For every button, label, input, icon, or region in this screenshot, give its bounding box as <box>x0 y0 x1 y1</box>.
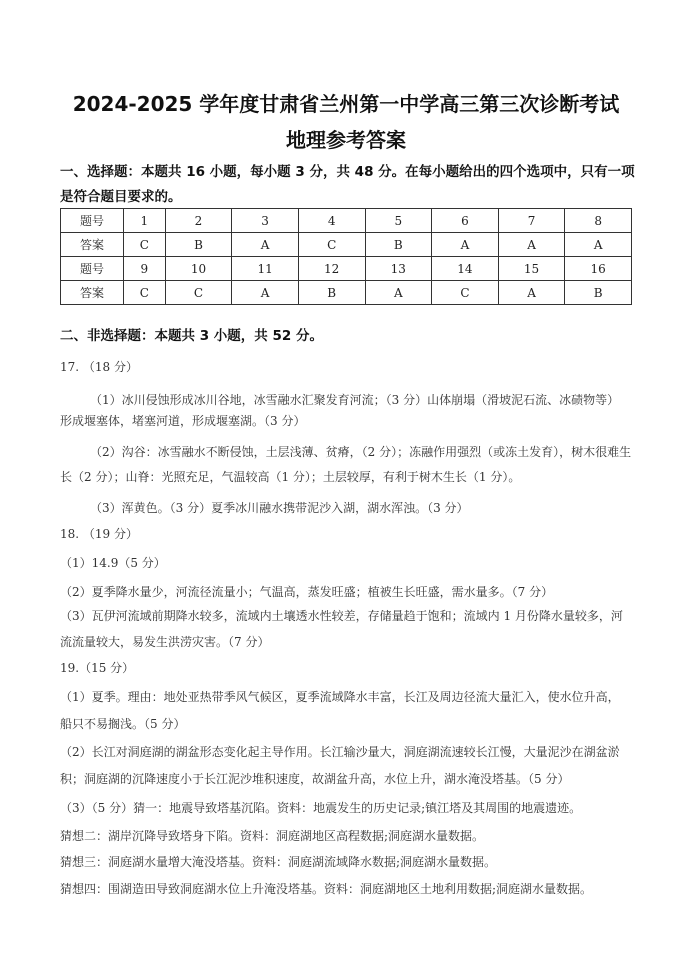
table-cell: A <box>365 281 432 305</box>
answer-line: 积；洞庭湖的沉降速度小于长江泥沙堆积速度，故湖盆升高，水位上升，湖水淹没塔基。（5 分） <box>60 772 570 786</box>
answer-line: 长（2 分）；山脊：光照充足，气温较高（1 分）；土层较厚，有利于树木生长（1 分）。 <box>60 470 521 484</box>
table-cell: 7 <box>498 209 565 233</box>
table-row <box>61 257 632 281</box>
answer-line: 17. （18 分） <box>60 360 138 374</box>
table-cell: 4 <box>298 209 365 233</box>
table-cell: 13 <box>365 257 432 281</box>
row-label: 答案 <box>61 281 124 305</box>
table-cell: 11 <box>232 257 299 281</box>
answer-line: 19.（15 分） <box>60 661 135 675</box>
answer-line: 猜想二：湖岸沉降导致塔身下陷。资料：洞庭湖地区高程数据;洞庭湖水量数据。 <box>60 829 485 843</box>
table-cell: 3 <box>232 209 299 233</box>
table-cell: A <box>565 233 632 257</box>
table-cell: B <box>565 281 632 305</box>
table-cell: A <box>432 233 499 257</box>
answer-line: 18. （19 分） <box>60 527 138 541</box>
table-cell: C <box>165 281 232 305</box>
answer-line: 猜想四：围湖造田导致洞庭湖水位上升淹没塔基。资料：洞庭湖地区土地利用数据;洞庭湖水量数据。 <box>60 882 593 896</box>
document-subtitle: 地理参考答案 <box>286 128 406 152</box>
table-cell: B <box>165 233 232 257</box>
answer-line: （3）浑黄色。（3 分）夏季冰川融水携带泥沙入湖，湖水浑浊。（3 分） <box>90 501 469 515</box>
answer-line: （1）14.9（5 分） <box>60 556 166 570</box>
table-cell: 12 <box>298 257 365 281</box>
answer-line: 猜想三：洞庭湖水量增大淹没塔基。资料：洞庭湖流域降水数据;洞庭湖水量数据。 <box>60 855 497 869</box>
table-cell: 6 <box>432 209 499 233</box>
table-row <box>61 281 632 305</box>
answer-line: （1）冰川侵蚀形成冰川谷地，冰雪融水汇聚发育河流；（3 分）山体崩塌（滑坡泥石流、冰碛物等） <box>90 393 620 407</box>
section1-line: 是符合题目要求的。 <box>60 189 182 205</box>
table-cell: A <box>232 233 299 257</box>
table-cell: 16 <box>565 257 632 281</box>
table-cell: C <box>432 281 499 305</box>
row-label: 答案 <box>61 233 124 257</box>
row-label: 题号 <box>61 209 124 233</box>
table-cell: C <box>298 233 365 257</box>
section1-line: 一、选择题：本题共 16 小题，每小题 3 分，共 48 分。在每小题给出的四个选项中，只有一项 <box>60 164 635 180</box>
table-cell: A <box>498 281 565 305</box>
section2-heading: 二、非选择题：本题共 3 小题，共 52 分。 <box>60 328 323 344</box>
answer-line: （2）长江对洞庭湖的湖盆形态变化起主导作用。长江输沙量大，洞庭湖流速较长江慢，大量泥沙在湖盆淤 <box>60 745 620 759</box>
section1-heading <box>60 160 640 210</box>
table-cell: B <box>298 281 365 305</box>
table-cell: 10 <box>165 257 232 281</box>
table-cell: B <box>365 233 432 257</box>
table-cell: 2 <box>165 209 232 233</box>
table-cell: C <box>124 233 166 257</box>
answer-table <box>60 208 632 305</box>
answer-line: 船只不易搁浅。（5 分） <box>60 717 186 731</box>
answer-line: 形成堰塞体，堵塞河道，形成堰塞湖。（3 分） <box>60 414 306 428</box>
answer-line: （2）夏季降水量少，河流径流量小；气温高，蒸发旺盛；植被生长旺盛，需水量多。（7 分） <box>60 585 554 599</box>
answer-line: 流流量较大，易发生洪涝灾害。（7 分） <box>60 635 270 649</box>
table-cell: C <box>124 281 166 305</box>
answer-line: （2）沟谷：冰雪融水不断侵蚀，土层浅薄、贫瘠，（2 分）；冻融作用强烈（或冻土发育），树木很难生 <box>90 445 632 459</box>
answer-line: （1）夏季。理由：地处亚热带季风气候区，夏季流域降水丰富，长江及周边径流大量汇入，使水位升高， <box>60 690 620 704</box>
table-cell: 15 <box>498 257 565 281</box>
table-cell: 14 <box>432 257 499 281</box>
document-title: 2024-2025 学年度甘肃省兰州第一中学高三第三次诊断考试 <box>72 92 620 116</box>
table-cell: 9 <box>124 257 166 281</box>
table-cell: A <box>232 281 299 305</box>
row-label: 题号 <box>61 257 124 281</box>
table-cell: 1 <box>124 209 166 233</box>
table-cell: 5 <box>365 209 432 233</box>
answer-line: （3）（5 分）猜一：地震导致塔基沉陷。资料：地震发生的历史记录;镇江塔及其周围的地震遗迹。 <box>60 801 582 815</box>
table-row <box>61 233 632 257</box>
answer-line: （3）瓦伊河流域前期降水较多，流域内土壤透水性较差，存储量趋于饱和；流域内 1 月份降水量较多，河 <box>60 609 623 623</box>
table-cell: 8 <box>565 209 632 233</box>
table-row <box>61 209 632 233</box>
table-cell: A <box>498 233 565 257</box>
